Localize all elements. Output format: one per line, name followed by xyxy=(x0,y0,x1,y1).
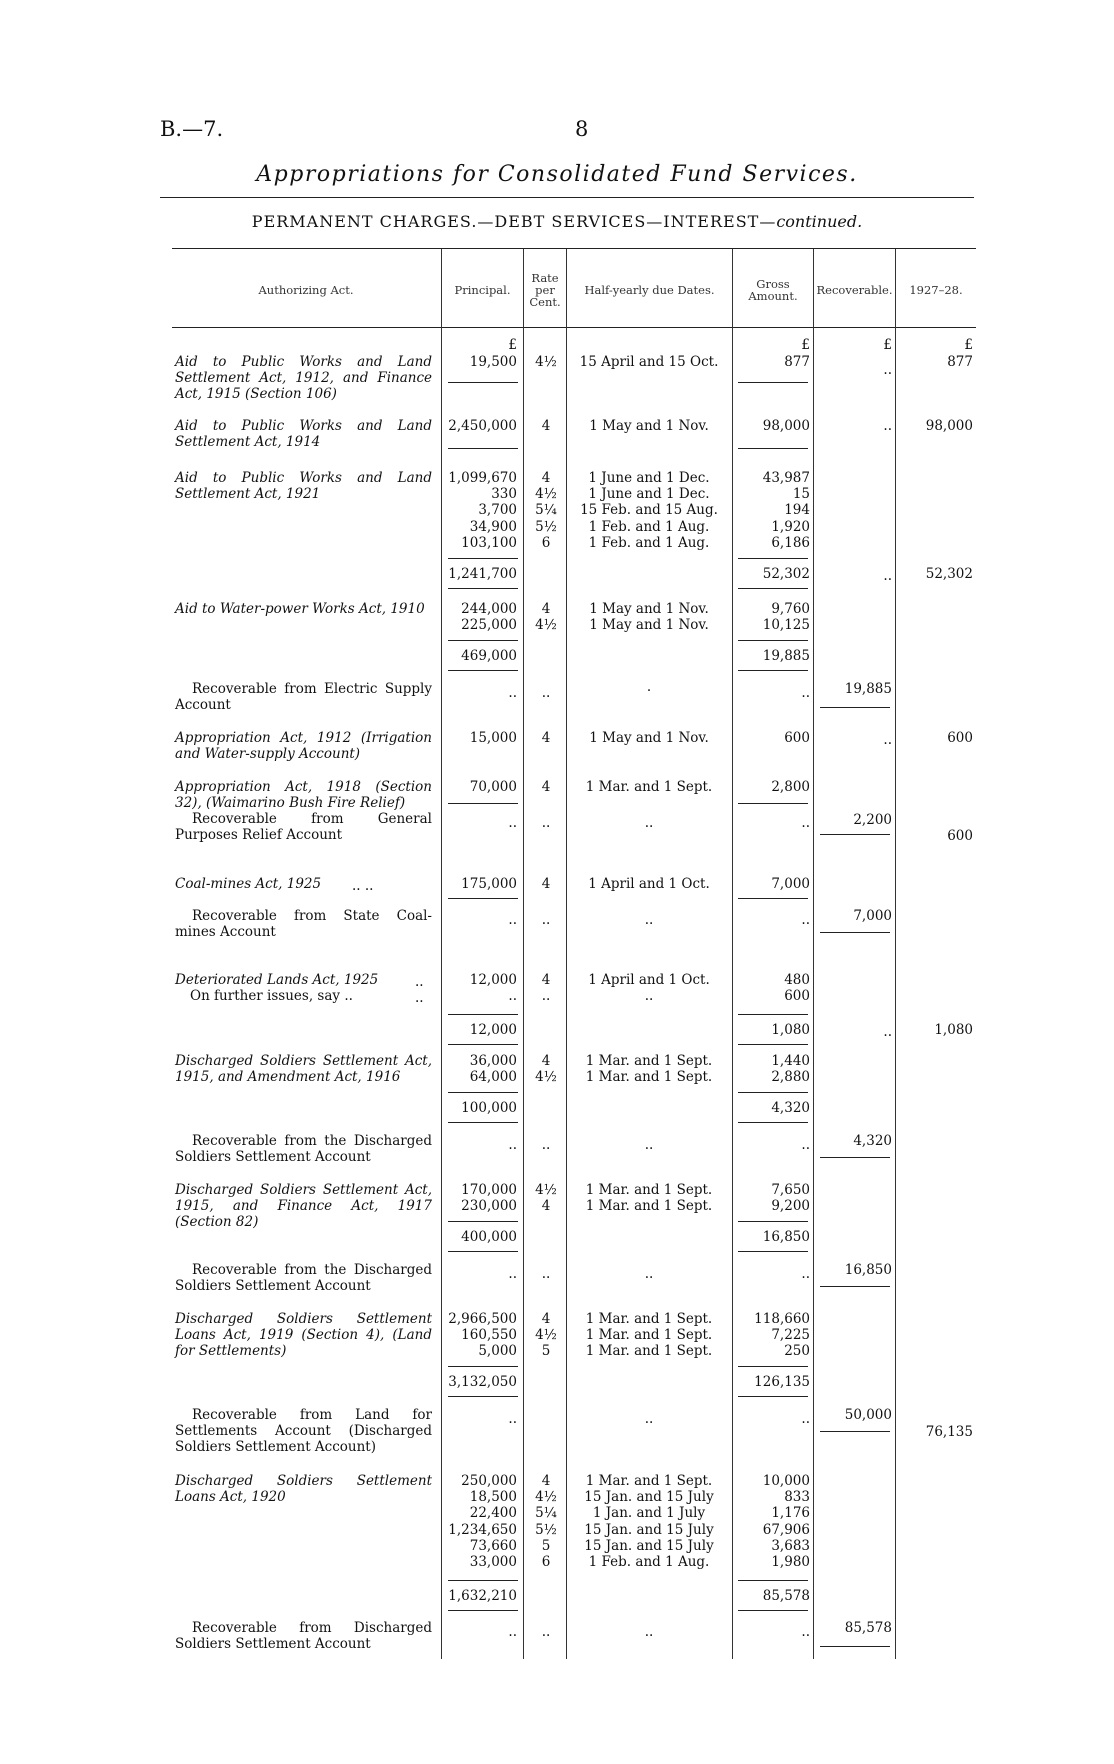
due-dates-list: 1 Mar. and 1 Sept. 15 Jan. and 15 July 1 Jan. and 1 July 15 Jan. and 15 July 15 Jan. and 15 July 1 Feb. and 1 Aug. xyxy=(584,1473,714,1571)
act-name: Appropriation Act, 1918 (Section 32), (Waimarino Bush Fire Relief) xyxy=(175,779,432,812)
rule xyxy=(448,1014,518,1015)
recoverable-account: Recoverable from Discharged Soldiers Settlement Account xyxy=(175,1620,432,1653)
principal-total: 1,632,210 xyxy=(448,1588,517,1604)
rule xyxy=(820,1646,890,1647)
col-divider xyxy=(523,249,524,1659)
rule xyxy=(448,558,518,559)
rate-list: 4 .. xyxy=(541,972,551,1005)
act-name: Aid to Public Works and Land Settlement Act, 1912, and Finance Act, 1915 (Section 106) xyxy=(175,354,432,403)
rule xyxy=(448,1610,518,1611)
principal: .. xyxy=(508,1411,517,1427)
title-rule xyxy=(160,197,974,198)
rule xyxy=(820,707,890,708)
gross-amount: .. xyxy=(801,1266,810,1282)
rate: 4 xyxy=(541,418,551,434)
rate: 4 xyxy=(541,876,551,892)
gross-total: 85,578 xyxy=(762,1588,810,1604)
gross-amount: 7,000 xyxy=(771,876,810,892)
due-dates: .. xyxy=(644,1137,654,1153)
principal: .. xyxy=(508,1137,517,1153)
recoverable: 50,000 xyxy=(844,1407,892,1423)
rule xyxy=(448,803,518,804)
rule xyxy=(820,1431,890,1432)
principal: 175,000 xyxy=(461,876,517,892)
rule xyxy=(738,1366,808,1367)
gross-total: 126,135 xyxy=(754,1374,810,1390)
year-total: 76,135 xyxy=(925,1424,973,1440)
gross-amount: 98,000 xyxy=(762,418,810,434)
principal: 15,000 xyxy=(469,730,517,746)
due-dates: 1 May and 1 Nov. xyxy=(589,730,709,746)
principal-list: 2,966,500 160,550 5,000 xyxy=(448,1311,517,1360)
recoverable: .. xyxy=(883,1024,892,1040)
currency-gross: £ xyxy=(801,337,810,353)
due-dates: 15 April and 15 Oct. xyxy=(579,354,719,370)
act-name: Aid to Public Works and Land Settlement Act, 1914 xyxy=(175,418,432,451)
table-top-rule xyxy=(172,248,976,249)
principal-total: 12,000 xyxy=(469,1022,517,1038)
rule xyxy=(738,898,808,899)
act-name: Discharged Soldiers Settlement Act, 1915, and Amendment Act, 1916 xyxy=(175,1053,432,1086)
leader-dots: .. xyxy=(415,990,424,1006)
col-header-recoverable: Recoverable. xyxy=(816,283,893,297)
principal-total: 3,132,050 xyxy=(448,1374,517,1390)
act-name: Appropriation Act, 1912 (Irrigation and Water-supply Account) xyxy=(175,730,432,763)
gross-list: 1,440 2,880 xyxy=(771,1053,810,1086)
rule xyxy=(448,898,518,899)
col-header-act: Authorizing Act. xyxy=(258,283,354,297)
leader-dots: .. .. xyxy=(352,878,374,894)
rule xyxy=(738,1044,808,1045)
gross-total: 1,080 xyxy=(771,1022,810,1038)
principal: .. xyxy=(508,815,517,831)
rule xyxy=(738,670,808,671)
col-header-dates: Half-yearly due Dates. xyxy=(584,283,715,297)
currency-total: £ xyxy=(964,337,973,353)
gross-total: 16,850 xyxy=(762,1229,810,1245)
rule xyxy=(738,1251,808,1252)
principal: 70,000 xyxy=(469,779,517,795)
rule xyxy=(820,1286,890,1287)
gross-amount: .. xyxy=(801,912,810,928)
recoverable: 2,200 xyxy=(853,812,892,828)
subtitle-continued: continued. xyxy=(776,212,863,231)
rule xyxy=(738,1092,808,1093)
gross-amount: .. xyxy=(801,815,810,831)
recoverable: .. xyxy=(883,362,892,378)
principal: 19,500 xyxy=(469,354,517,370)
recoverable: .. xyxy=(883,568,892,584)
principal-list: 170,000 230,000 xyxy=(461,1182,517,1215)
principal: .. xyxy=(508,1266,517,1282)
recoverable-account: Recoverable from State Coal-mines Account xyxy=(175,908,432,941)
recoverable: 4,320 xyxy=(853,1133,892,1149)
rule xyxy=(738,588,808,589)
col-header-rate: Rate per Cent. xyxy=(529,271,561,309)
recoverable-account: Recoverable from Land for Settlements Account (Discharged Soldiers Settlement Account) xyxy=(175,1407,432,1456)
due-dates: 1 Mar. and 1 Sept. xyxy=(585,779,713,795)
rule xyxy=(448,640,518,641)
col-divider xyxy=(813,249,814,1659)
rate: .. xyxy=(541,815,551,831)
due-dates-list: 1 April and 1 Oct. .. xyxy=(588,972,710,1005)
col-divider xyxy=(895,249,896,1659)
rule xyxy=(820,834,890,835)
due-dates: .. xyxy=(644,912,654,928)
recoverable-account: Recoverable from General Purposes Relief Account xyxy=(175,811,432,844)
rule xyxy=(448,1580,518,1581)
rate: 4 xyxy=(541,779,551,795)
rule xyxy=(820,932,890,933)
gross-amount: 877 xyxy=(784,354,810,370)
year-total: 600 xyxy=(947,730,973,746)
gross-amount: .. xyxy=(801,685,810,701)
act-name: Aid to Water-power Works Act, 1910 xyxy=(175,601,425,617)
rule xyxy=(448,588,518,589)
due-dates: .. xyxy=(644,1411,654,1427)
rule xyxy=(738,640,808,641)
year-total: 98,000 xyxy=(925,418,973,434)
gross-list: 118,660 7,225 250 xyxy=(754,1311,810,1360)
col-header-year: 1927–28. xyxy=(909,283,963,297)
rule xyxy=(448,448,518,449)
currency-principal: £ xyxy=(508,337,517,353)
gross-amount: 2,800 xyxy=(771,779,810,795)
due-dates: 1 April and 1 Oct. xyxy=(588,876,710,892)
principal-total: 1,241,700 xyxy=(448,566,517,582)
rule xyxy=(448,1221,518,1222)
rule xyxy=(738,1610,808,1611)
rate: .. xyxy=(541,1266,551,1282)
principal: .. xyxy=(508,685,517,701)
rule xyxy=(738,1122,808,1123)
rule xyxy=(738,1014,808,1015)
rule xyxy=(448,1044,518,1045)
gross-list: 10,000 833 1,176 67,906 3,683 1,980 xyxy=(762,1473,810,1571)
leader-dots: .. xyxy=(415,974,424,990)
col-header-gross: Gross Amount. xyxy=(748,277,798,303)
rate-list: 4 4½ 5¼ 5½ 6 xyxy=(535,470,557,551)
rule xyxy=(738,803,808,804)
gross-list: 9,760 10,125 xyxy=(762,601,810,634)
rate: .. xyxy=(541,685,551,701)
rule xyxy=(738,382,808,383)
col-divider xyxy=(566,249,567,1659)
principal-list: 244,000 225,000 xyxy=(461,601,517,634)
rate-list: 4½ 4 xyxy=(535,1182,557,1215)
rate: .. xyxy=(541,1624,551,1640)
rule xyxy=(448,1366,518,1367)
gross-amount: .. xyxy=(801,1137,810,1153)
recoverable: 7,000 xyxy=(853,908,892,924)
year-total: 600 xyxy=(947,828,973,844)
principal: .. xyxy=(508,1624,517,1640)
principal-total: 469,000 xyxy=(461,648,517,664)
further-issues-label: On further issues, say .. xyxy=(190,988,353,1004)
due-dates: 1 May and 1 Nov. xyxy=(589,418,709,434)
col-header-principal: Principal. xyxy=(454,283,511,297)
principal-total: 400,000 xyxy=(461,1229,517,1245)
gross-amount: 600 xyxy=(784,730,810,746)
rule xyxy=(738,448,808,449)
due-dates: .. xyxy=(644,815,654,831)
recoverable: .. xyxy=(883,418,892,434)
gross-list: 43,987 15 194 1,920 6,186 xyxy=(762,470,810,551)
gross-amount: .. xyxy=(801,1411,810,1427)
gross-total: 52,302 xyxy=(762,566,810,582)
rate-list: 4 4½ xyxy=(535,1053,557,1086)
rule xyxy=(738,1580,808,1581)
rule xyxy=(448,1092,518,1093)
rate-list: 4 4½ xyxy=(535,601,557,634)
due-dates: · xyxy=(646,683,652,699)
gross-amount: .. xyxy=(801,1624,810,1640)
rule xyxy=(448,670,518,671)
due-dates: .. xyxy=(644,1266,654,1282)
act-name: Discharged Soldiers Settlement Loans Act, 1920 xyxy=(175,1473,432,1506)
due-dates-list: 1 Mar. and 1 Sept. 1 Mar. and 1 Sept. xyxy=(585,1053,713,1086)
rule xyxy=(738,1396,808,1397)
recoverable: 16,850 xyxy=(844,1262,892,1278)
col-divider xyxy=(441,249,442,1659)
due-dates-list: 1 June and 1 Dec. 1 June and 1 Dec. 15 Feb. and 15 Aug. 1 Feb. and 1 Aug. 1 Feb. and 1 Aug. xyxy=(580,470,718,551)
rule xyxy=(820,1157,890,1158)
gross-list: 480 600 xyxy=(784,972,810,1005)
act-name: Aid to Public Works and Land Settlement Act, 1921 xyxy=(175,470,432,503)
rule xyxy=(448,1396,518,1397)
rule xyxy=(448,382,518,383)
rate-list: 4 4½ 5 xyxy=(535,1311,557,1360)
act-name: Discharged Soldiers Settlement Act, 1915, and Finance Act, 1917 (Section 82) xyxy=(175,1182,432,1231)
page-title: Appropriations for Consolidated Fund Services. xyxy=(256,162,858,187)
act-name: Coal-mines Act, 1925 xyxy=(175,876,322,892)
rate: .. xyxy=(541,912,551,928)
recoverable-account: Recoverable from the Discharged Soldiers Settlement Account xyxy=(175,1262,432,1295)
page-number: 8 xyxy=(575,117,589,141)
principal: 2,450,000 xyxy=(448,418,517,434)
recoverable: 19,885 xyxy=(844,681,892,697)
recoverable: 85,578 xyxy=(844,1620,892,1636)
recoverable: .. xyxy=(883,732,892,748)
gross-total: 4,320 xyxy=(771,1100,810,1116)
due-dates-list: 1 May and 1 Nov. 1 May and 1 Nov. xyxy=(589,601,709,634)
principal: .. xyxy=(508,912,517,928)
year-total: 52,302 xyxy=(925,566,973,582)
subtitle-main: PERMANENT CHARGES.—DEBT SERVICES—INTEREST— xyxy=(251,212,777,231)
rule xyxy=(448,1251,518,1252)
due-dates-list: 1 Mar. and 1 Sept. 1 Mar. and 1 Sept. 1 Mar. and 1 Sept. xyxy=(585,1311,713,1360)
section-subtitle xyxy=(0,212,1114,231)
col-divider xyxy=(732,249,733,1659)
principal-total: 100,000 xyxy=(461,1100,517,1116)
rate: 4 xyxy=(541,730,551,746)
principal-list: 12,000 .. xyxy=(469,972,517,1005)
principal-list: 250,000 18,500 22,400 1,234,650 73,660 33,000 xyxy=(448,1473,517,1571)
year-total: 1,080 xyxy=(934,1022,973,1038)
rate-list: 4 4½ 5¼ 5½ 5 6 xyxy=(535,1473,557,1571)
principal-list: 1,099,670 330 3,700 34,900 103,100 xyxy=(448,470,517,551)
page-reference: B.—7. xyxy=(160,117,224,141)
due-dates-list: 1 Mar. and 1 Sept. 1 Mar. and 1 Sept. xyxy=(585,1182,713,1215)
act-name: Discharged Soldiers Settlement Loans Act, 1919 (Section 4), (Land for Settlements) xyxy=(175,1311,432,1360)
currency-recoverable: £ xyxy=(883,337,892,353)
due-dates: .. xyxy=(644,1624,654,1640)
principal-list: 36,000 64,000 xyxy=(469,1053,517,1086)
rule xyxy=(738,1221,808,1222)
recoverable-account: Recoverable from Electric Supply Account xyxy=(175,681,432,714)
rule xyxy=(448,1122,518,1123)
recoverable-account: Recoverable from the Discharged Soldiers Settlement Account xyxy=(175,1133,432,1166)
act-name: Deteriorated Lands Act, 1925 xyxy=(175,972,379,988)
year-total: 877 xyxy=(947,354,973,370)
gross-list: 7,650 9,200 xyxy=(771,1182,810,1215)
rate: .. xyxy=(541,1137,551,1153)
rate: 4½ xyxy=(535,354,557,370)
gross-total: 19,885 xyxy=(762,648,810,664)
rule xyxy=(738,558,808,559)
